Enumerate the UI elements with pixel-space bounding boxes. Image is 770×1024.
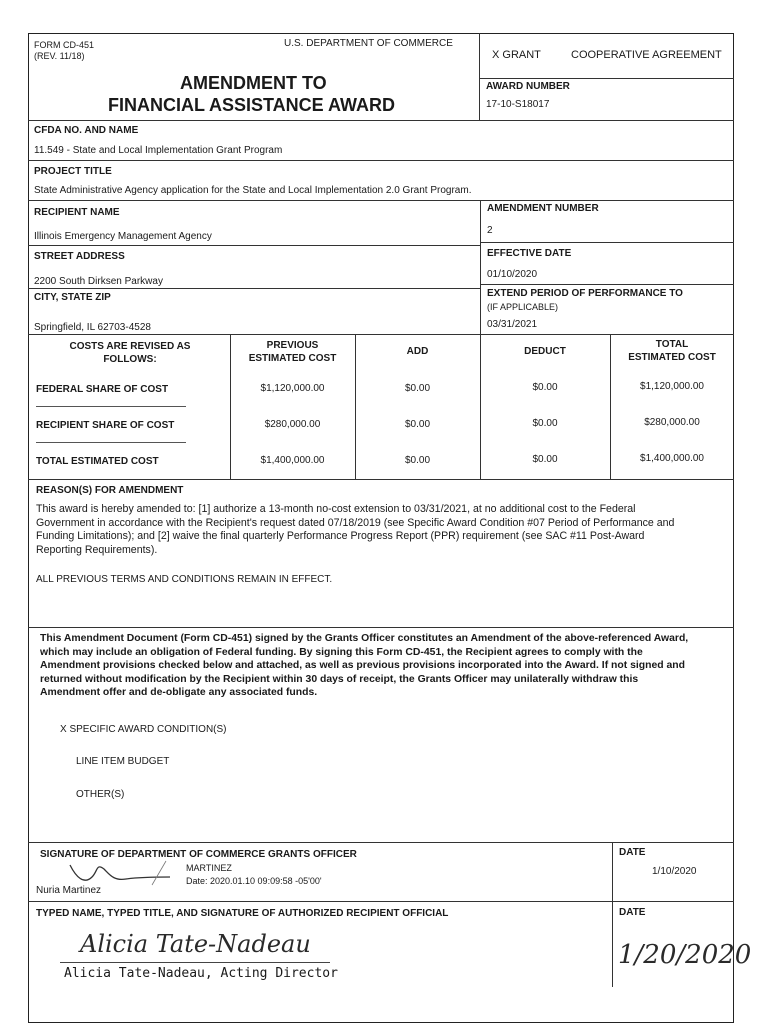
street-address-value: 2200 South Dirksen Parkway <box>34 276 163 287</box>
city-state-zip-value: Springfield, IL 62703-4528 <box>34 322 151 333</box>
reasons-label: REASON(S) FOR AMENDMENT <box>36 485 184 496</box>
total-cost-value: $1,400,000.00 <box>640 453 704 464</box>
previous-cost-value: $280,000.00 <box>264 419 321 430</box>
costs-header-label-line2: FOLLOWS: <box>103 354 157 365</box>
project-title-label: PROJECT TITLE <box>34 166 112 177</box>
others-item: OTHER(S) <box>76 789 125 800</box>
award-number: 17-10-S18017 <box>486 99 550 110</box>
effective-date-value: 01/10/2020 <box>487 269 538 280</box>
previous-cost-header-line2: ESTIMATED COST <box>248 353 337 364</box>
row-label: FEDERAL SHARE OF COST <box>36 384 169 395</box>
costs-header-label-line1: COSTS ARE REVISED AS <box>69 341 191 352</box>
cfda-value: 11.549 - State and Local Implementation Grant Program <box>34 145 283 156</box>
form-title-line2: FINANCIAL ASSISTANCE AWARD <box>108 95 396 115</box>
amendment-number-label: AMENDMENT NUMBER <box>487 203 599 214</box>
grants-officer-date-label: DATE <box>619 847 646 858</box>
recipient-official-date-label: DATE <box>619 907 646 918</box>
department-name: U.S. DEPARTMENT OF COMMERCE <box>284 38 453 49</box>
project-title-value: State Administrative Agency application for the State and Local Implementation 2.0 Grant Program. <box>34 185 472 196</box>
extend-period-sublabel: (IF APPLICABLE) <box>487 302 559 312</box>
signature-icon <box>66 855 186 889</box>
grants-officer-signature-label: SIGNATURE OF DEPARTMENT OF COMMERCE GRANTS OFFICER <box>40 849 357 860</box>
deduct-value: $0.00 <box>532 454 558 465</box>
recipient-name-label: RECIPIENT NAME <box>34 207 120 218</box>
extend-period-label: EXTEND PERIOD OF PERFORMANCE TO <box>487 288 683 299</box>
form-title-line1: AMENDMENT TO <box>180 73 327 93</box>
recipient-name-value: Illinois Emergency Management Agency <box>34 231 212 242</box>
grants-officer-date: 1/10/2020 <box>652 866 697 877</box>
cooperative-agreement-option: COOPERATIVE AGREEMENT <box>571 49 722 61</box>
recipient-official-typed-name: Alicia Tate-Nadeau, Acting Director <box>64 966 338 981</box>
total-cost-value: $280,000.00 <box>644 417 700 428</box>
cfda-label: CFDA NO. AND NAME <box>34 125 139 136</box>
form-revision: (REV. 11/18) <box>34 51 85 61</box>
total-cost-header-line2: ESTIMATED COST <box>628 352 716 363</box>
line-item-budget-item: LINE ITEM BUDGET <box>76 756 170 767</box>
total-cost-header-line1: TOTAL <box>655 339 689 350</box>
specific-award-conditions-item: X SPECIFIC AWARD CONDITION(S) <box>60 724 227 735</box>
deduct-value: $0.00 <box>532 382 558 393</box>
deduct-value: $0.00 <box>532 418 558 429</box>
previous-cost-value: $1,400,000.00 <box>260 455 325 466</box>
city-state-zip-label: CITY, STATE ZIP <box>34 292 111 303</box>
terms-remain-text: ALL PREVIOUS TERMS AND CONDITIONS REMAIN IN EFFECT. <box>36 574 333 585</box>
add-value: $0.00 <box>404 455 431 466</box>
digital-signature-date: Date: 2020.01.10 09:09:58 -05'00' <box>186 876 322 886</box>
previous-cost-header-line1: PREVIOUS <box>266 340 319 351</box>
grants-officer-name: Nuria Martinez <box>36 885 102 896</box>
deduct-header: DEDUCT <box>524 346 566 357</box>
award-number-label: AWARD NUMBER <box>486 81 570 92</box>
previous-cost-value: $1,120,000.00 <box>260 383 325 394</box>
grant-option: X GRANT <box>492 49 541 61</box>
add-value: $0.00 <box>404 383 431 394</box>
amendment-number-value: 2 <box>487 225 493 236</box>
add-header: ADD <box>406 346 429 357</box>
recipient-signature-date: 1/20/2020 <box>618 940 752 970</box>
extend-period-value: 03/31/2021 <box>487 319 538 330</box>
add-value: $0.00 <box>404 419 431 430</box>
recipient-official-label: TYPED NAME, TYPED TITLE, AND SIGNATURE OF AUTHORIZED RECIPIENT OFFICIAL <box>36 908 449 919</box>
reasons-text: This award is hereby amended to: [1] authorize a 13-month no-cost extension to 03/31/2021, at no additional cost to the Federal Government in accordance with the Recipient's request dated 07/18/2019 (see Specific Award Condition #07 Period of Performance and Funding Limitations); and [2] waive the final quarterly Performance Progress Report (PPR) requirement (see SAC #11 Post-Award Reporting Requirements). <box>36 503 675 556</box>
form-number: FORM CD-451 <box>34 40 95 50</box>
digital-signature-name: MARTINEZ <box>186 863 232 873</box>
street-address-label: STREET ADDRESS <box>34 251 125 262</box>
row-label: TOTAL ESTIMATED COST <box>36 456 159 467</box>
recipient-signature: Alicia Tate-Nadeau <box>80 930 311 958</box>
effective-date-label: EFFECTIVE DATE <box>487 248 572 259</box>
row-label: RECIPIENT SHARE OF COST <box>36 420 175 431</box>
total-cost-value: $1,120,000.00 <box>640 381 704 392</box>
amendment-notice: This Amendment Document (Form CD-451) signed by the Grants Officer constitutes an Amendment of the above-referenced Award, which may include an obligation of Federal funding. By signing this Form CD-451, the Recipient agrees to comply with the Amendment provisions checked below and attached, as well as previous provisions incorporated into the Award. If not signed and returned without modification by the Recipient within 30 days of receipt, the Grants Officer may unilaterally withdraw this Amendment offer and de-obligate any associated funds. <box>40 633 689 699</box>
